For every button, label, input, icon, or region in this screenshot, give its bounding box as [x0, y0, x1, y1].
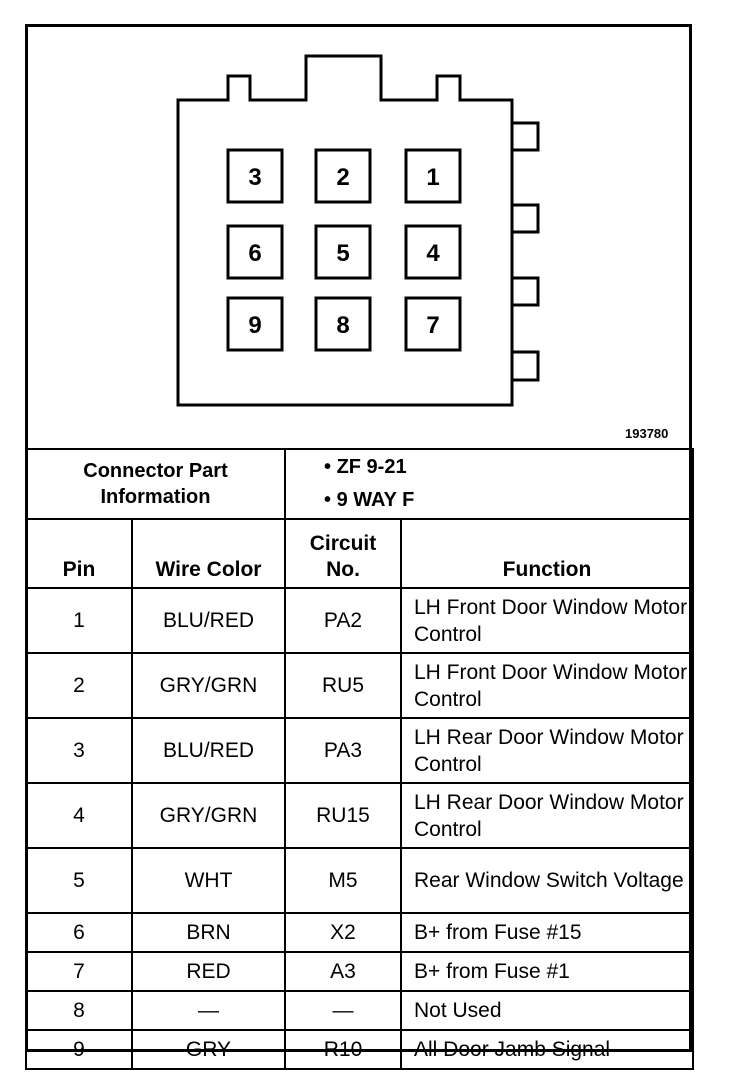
wire-color: BLU/RED — [132, 588, 285, 653]
pin-table — [25, 518, 694, 1070]
pin-row — [26, 913, 693, 952]
pin-function: B+ from Fuse #1 — [401, 952, 693, 991]
pin-function: LH Rear Door Window Motor Control — [401, 718, 693, 783]
pin-cavity-number: 7 — [426, 312, 440, 339]
header-circuit-no: Circuit No. — [285, 519, 401, 588]
pin-function: Rear Window Switch Voltage — [401, 848, 693, 913]
pin-cavity-number: 6 — [248, 240, 262, 267]
pin-number: 9 — [26, 1030, 132, 1069]
circuit-number: A3 — [285, 952, 401, 991]
header-function: Function — [401, 519, 693, 588]
circuit-number: PA3 — [285, 718, 401, 783]
wire-color: WHT — [132, 848, 285, 913]
pin-number: 3 — [26, 718, 132, 783]
wire-color: GRY/GRN — [132, 653, 285, 718]
wire-color: BLU/RED — [132, 718, 285, 783]
pin-cavity-number: 2 — [336, 164, 350, 191]
pin-cavity-number: 5 — [336, 240, 350, 267]
pin-row — [26, 952, 693, 991]
wire-color: BRN — [132, 913, 285, 952]
connector-info-table — [25, 448, 694, 520]
pin-grid — [228, 150, 460, 350]
pin-number: 7 — [26, 952, 132, 991]
connector-info-item: • ZF 9-21 — [324, 451, 692, 484]
wire-color: GRY/GRN — [132, 783, 285, 848]
connector-diagram — [0, 0, 736, 450]
connector-info-items — [285, 449, 693, 519]
pin-cavity-number: 1 — [426, 164, 440, 191]
pin-row — [26, 783, 693, 848]
pin-row — [26, 718, 693, 783]
circuit-number: — — [285, 991, 401, 1030]
connector-body — [178, 56, 538, 405]
pin-row — [26, 848, 693, 913]
pin-function: LH Front Door Window Motor Control — [401, 588, 693, 653]
pin-cavity-number: 3 — [248, 164, 262, 191]
pin-row — [26, 653, 693, 718]
wire-color: GRY — [132, 1030, 285, 1069]
pin-number: 5 — [26, 848, 132, 913]
circuit-number: RU5 — [285, 653, 401, 718]
pin-number: 8 — [26, 991, 132, 1030]
pin-cavity-number: 4 — [426, 240, 440, 267]
circuit-number: M5 — [285, 848, 401, 913]
circuit-number: X2 — [285, 913, 401, 952]
header-wire-color: Wire Color — [132, 519, 285, 588]
pin-function: All Door Jamb Signal — [401, 1030, 693, 1069]
pin-table-header — [26, 519, 693, 588]
wire-color: — — [132, 991, 285, 1030]
header-pin: Pin — [26, 519, 132, 588]
pin-function: LH Rear Door Window Motor Control — [401, 783, 693, 848]
connector-info-label: Connector Part Information — [26, 449, 285, 519]
pin-row — [26, 991, 693, 1030]
circuit-number: PA2 — [285, 588, 401, 653]
circuit-number: R10 — [285, 1030, 401, 1069]
pin-cavity-number: 9 — [248, 312, 262, 339]
pin-number: 4 — [26, 783, 132, 848]
pin-cavity-number: 8 — [336, 312, 350, 339]
pin-function: LH Front Door Window Motor Control — [401, 653, 693, 718]
pin-row — [26, 588, 693, 653]
circuit-number: RU15 — [285, 783, 401, 848]
pin-function: B+ from Fuse #15 — [401, 913, 693, 952]
figure-id: 193780 — [625, 426, 669, 441]
pin-number: 1 — [26, 588, 132, 653]
pin-function: Not Used — [401, 991, 693, 1030]
pin-number: 6 — [26, 913, 132, 952]
pin-number: 2 — [26, 653, 132, 718]
pin-row — [26, 1030, 693, 1069]
wire-color: RED — [132, 952, 285, 991]
connector-info-item: • 9 WAY F — [324, 484, 692, 517]
